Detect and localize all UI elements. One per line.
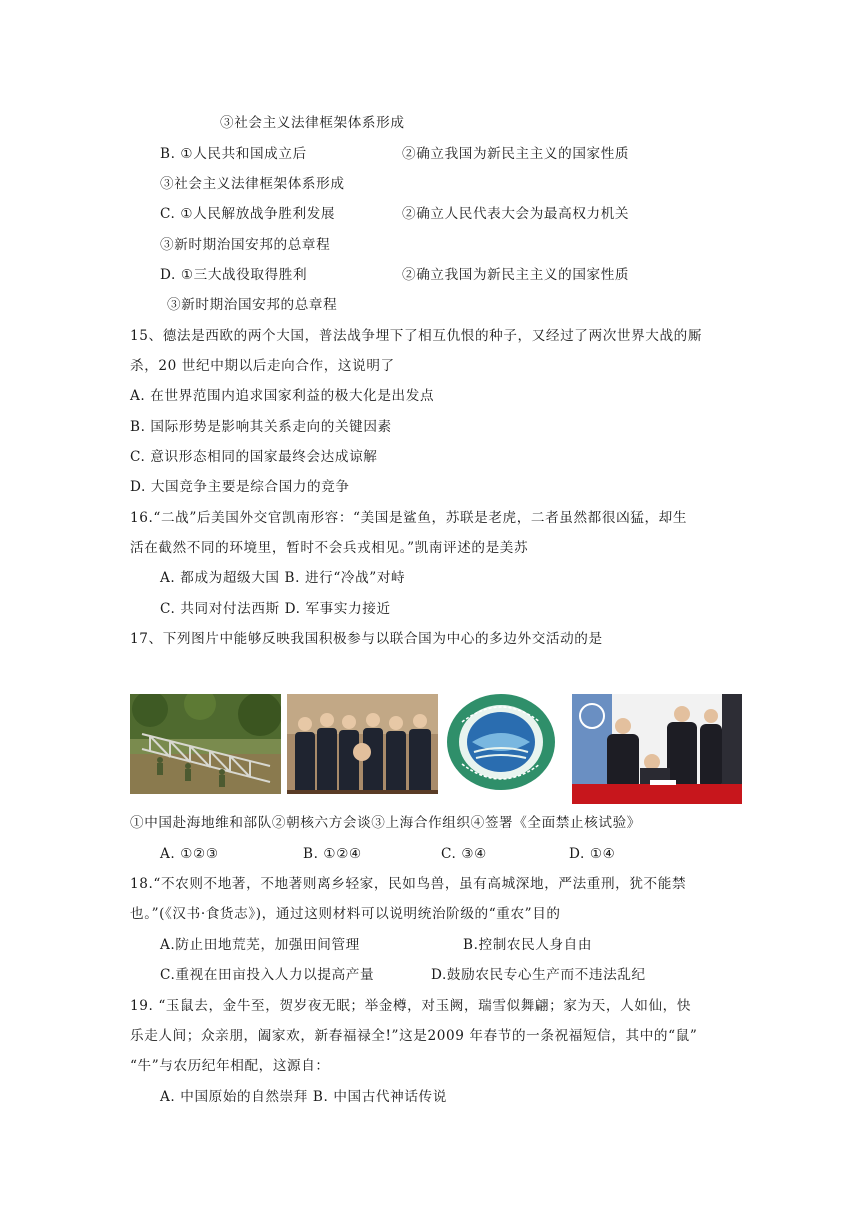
q15-option-a: A. 在世界范围内追求国家利益的极大化是出发点 bbox=[130, 388, 435, 404]
q19-stem-line3: “牛”与农历纪年相配，这源自： bbox=[130, 1058, 330, 1074]
q14-option-d-item3: ③新时期治国安邦的总章程 bbox=[167, 297, 338, 313]
q14-option-c-item3: ③新时期治国安邦的总章程 bbox=[160, 237, 331, 253]
q17-option-d: D. ①④ bbox=[569, 846, 616, 862]
q19-stem-line2: 乐走人间；众亲朋，阖家欢，新春福禄全!”这是2009 年春节的一条祝福短信，其中的“鼠” bbox=[130, 1028, 698, 1044]
q14-option-b-item2: ②确立我国为新民主主义的国家性质 bbox=[402, 146, 630, 162]
q15-option-c: C. 意识形态相同的国家最终会达成谅解 bbox=[130, 449, 378, 465]
q17-option-c: C. ③④ bbox=[441, 846, 487, 862]
photo-treaty-signing bbox=[572, 694, 742, 804]
q19-options-ab: A. 中国原始的自然崇拜 B. 中国古代神话传说 bbox=[160, 1089, 447, 1105]
q15-stem-line1: 15、德法是西欧的两个大国，普法战争埋下了相互仇恨的种子，又经过了两次世界大战的厮 bbox=[130, 328, 703, 344]
q14-option-d-item1: D. ①三大战役取得胜利 bbox=[160, 267, 308, 283]
q18-option-b: B.控制农民人身自由 bbox=[463, 937, 593, 953]
q18-option-a: A.防止田地荒芜，加强田间管理 bbox=[160, 937, 360, 953]
q15-stem-line2: 杀，20 世纪中期以后走向合作，这说明了 bbox=[130, 358, 395, 374]
q16-options-cd: C. 共同对付法西斯 D. 军事实力接近 bbox=[160, 601, 391, 617]
photo-haiti-peacekeepers bbox=[130, 694, 281, 794]
q15-option-d: D. 大国竞争主要是综合国力的竞争 bbox=[130, 479, 350, 495]
q14-option-c-item1: C. ①人民解放战争胜利发展 bbox=[160, 206, 336, 222]
q15-option-b: B. 国际形势是影响其关系走向的关键因素 bbox=[130, 419, 392, 435]
q14-option-b-item3: ③社会主义法律框架体系形成 bbox=[160, 176, 345, 192]
q16-stem-line1: 16.“二战”后美国外交官凯南形容：“美国是鲨鱼，苏联是老虎，二者虽然都很凶猛，却生 bbox=[130, 510, 688, 526]
q16-stem-line2: 活在截然不同的环境里，暂时不会兵戎相见。”凯南评述的是美苏 bbox=[130, 540, 529, 556]
photo-sco-emblem bbox=[444, 692, 558, 792]
q18-stem-line1: 18.“不农则不地著，不地著则离乡轻家，民如鸟兽，虽有高城深地，严法重刑，犹不能禁 bbox=[130, 876, 687, 892]
q16-options-ab: A. 都成为超级大国 B. 进行“冷战”对峙 bbox=[160, 570, 406, 586]
q17-option-b: B. ①②④ bbox=[303, 846, 362, 862]
q18-option-c: C.重视在田亩投入人力以提高产量 bbox=[160, 967, 375, 983]
q17-option-a: A. ①②③ bbox=[160, 846, 219, 862]
q14-option-c-item2: ②确立人民代表大会为最高权力机关 bbox=[402, 206, 630, 222]
q18-option-d: D.鼓励农民专心生产而不违法乱纪 bbox=[431, 967, 646, 983]
photo-six-party-talks bbox=[287, 694, 438, 794]
q14-option-d-item2: ②确立我国为新民主主义的国家性质 bbox=[402, 267, 630, 283]
q14-a-item3: ③社会主义法律框架体系形成 bbox=[220, 115, 405, 131]
q18-stem-line2: 也。”(《汉书·食货志》)，通过这则材料可以说明统治阶级的“重农”目的 bbox=[130, 906, 561, 922]
q17-stem: 17、下列图片中能够反映我国积极参与以联合国为中心的多边外交活动的是 bbox=[130, 631, 603, 647]
q14-option-b-item1: B. ①人民共和国成立后 bbox=[160, 146, 307, 162]
q17-picture-caption: ①中国赴海地维和部队②朝核六方会谈③上海合作组织④签署《全面禁止核试验》 bbox=[130, 815, 641, 831]
q19-stem-line1: 19. “玉鼠去，金牛至，贺岁夜无眠；举金樽，对玉阙，瑞雪似舞翩；家为天，人如仙，快 bbox=[130, 998, 692, 1014]
